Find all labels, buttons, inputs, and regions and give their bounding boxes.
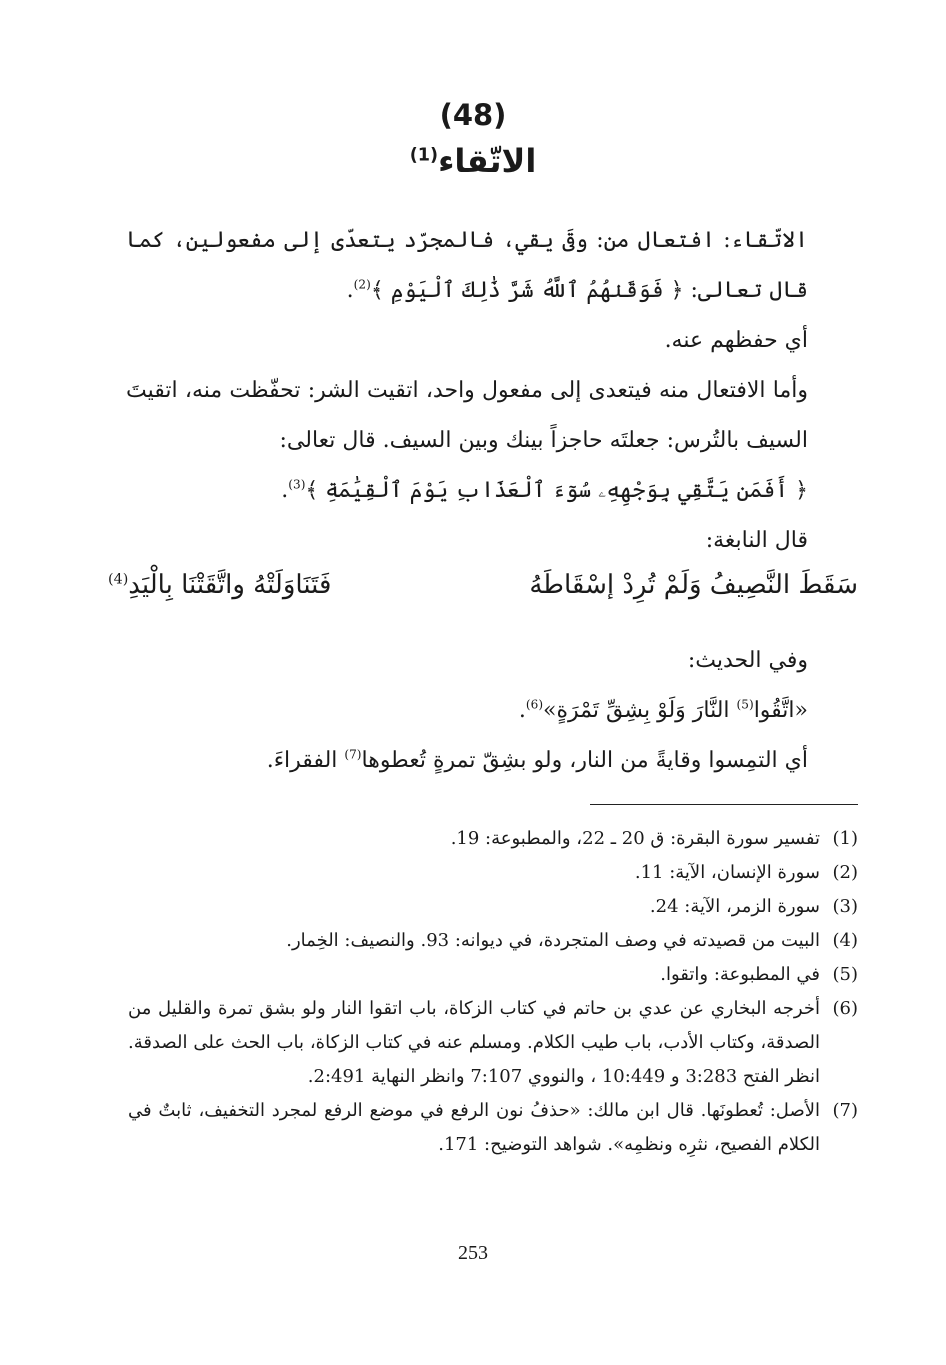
footnote-6: (6) أخرجه البخاري عن عدي بن حاتم في كتاب الزكاة، باب اتقوا النار ولو بشق تمرة والقليل من الصدقة، وكتاب الأدب، باب طيب الكلام. ومسلم عنه في كتاب الزكاة، باب الحث على الصدقة. انظر الفتح 3:283 و 10:449 ، والنووي 7:107 وانظر النهاية 2:491. <box>128 998 858 1087</box>
main-text <box>126 216 858 566</box>
footnote-3: (3) سورة الزمر، الآية: 24. <box>649 896 858 917</box>
footnote-ref-5: (5) <box>736 697 754 712</box>
footnote-7: (7) الأصل: تُعطونَها. قال ابن مالك: «حذفُ نون الرفع في موضع الرفع لمجرد التخفيف، ثابتٌ في الكلام الفصيح، نثرِه ونظمِه». شواهد التوضيح: 171. <box>128 1100 858 1155</box>
page-number: 253 <box>458 1242 488 1264</box>
poetry-verse <box>108 570 858 600</box>
footnote-5: (5) في المطبوعة: واتقوا. <box>660 964 858 985</box>
entry-title <box>0 142 946 180</box>
paragraph-explanation: أي حفظهم عنه. <box>664 328 808 353</box>
hadith-intro: وفي الحديث: <box>687 648 808 673</box>
footnotes <box>128 822 858 1162</box>
verse-first-hemistich: سَقَطَ النَّصِيفُ وَلَمْ تُرِدْ إسْقَاطَهُ <box>529 570 858 600</box>
footnote-ref-6: (6) <box>525 697 544 712</box>
footnote-2: (2) سورة الإنسان، الآية: 11. <box>634 862 858 883</box>
footnote-ref-2: (2) <box>353 277 371 292</box>
footnote-4: (4) البيت من قصيدته في وصف المتجردة، في ديوانه: 93. والنصيف: الخِمار. <box>286 930 858 951</box>
title-footnote-ref: (1) <box>409 145 439 166</box>
paragraph-single-object: وأما الافتعال منه فيتعدى إلى مفعول واحد، اتقيت الشر: تحفّظت منه، اتقيتَ السيف بالتُرس: جعلتَه حاجزاً بينك وبين السيف. قال تعالى: <box>126 378 808 453</box>
footnote-separator <box>590 804 858 805</box>
title-word: الاتّقاء <box>438 142 537 180</box>
poet-attribution: قال النابغة: <box>705 528 808 553</box>
hadith-explanation: أي التمِسوا وقايةً من النار، ولو بشِقّ تمرةٍ تُعطوها$^{(7)}$ الفقراءَ. <box>266 747 808 773</box>
verse-second-hemistich: فَتَنَاوَلَتْهُ واتَّقَتْنَا بِالْيَدِ$^{(4)}$ <box>108 570 332 600</box>
footnote-1: (1) تفسير سورة البقرة: ق 20 ـ 22، والمطبوعة: 19. <box>450 828 858 849</box>
footnote-ref-4: (4) <box>108 571 129 588</box>
quran-verse-zumar: ﴿ أَفَمَن يَتَّقِي بِوَجْهِهِۦ سُوٓءَ ٱلْعَذَابِ يَوْمَ ٱلْقِيَٰمَةِ ﴾$^{(3)}$. <box>281 477 808 503</box>
paragraph-definition: الاتّقاء: افتعال من: وقَى يقي، فالمجرّد يتعدّى إلى مفعولين، كما قال تعالى: ﴿ فَوَقَنٰهُمُ ٱللَّهُ شَرَّ ذَٰلِكَ ٱلْيَوْمِ ﴾$^{(2)}$. <box>126 228 808 303</box>
main-text-continued <box>126 636 858 786</box>
entry-number: (48) <box>439 98 507 132</box>
footnote-ref-3: (3) <box>288 477 306 492</box>
footnote-ref-7: (7) <box>344 747 362 762</box>
hadith-text: «اتَّقُوا$^{(5)}$ النَّارَ وَلَوْ بِشِقِّ تَمْرَةٍ»$^{(6)}$. <box>518 697 808 723</box>
